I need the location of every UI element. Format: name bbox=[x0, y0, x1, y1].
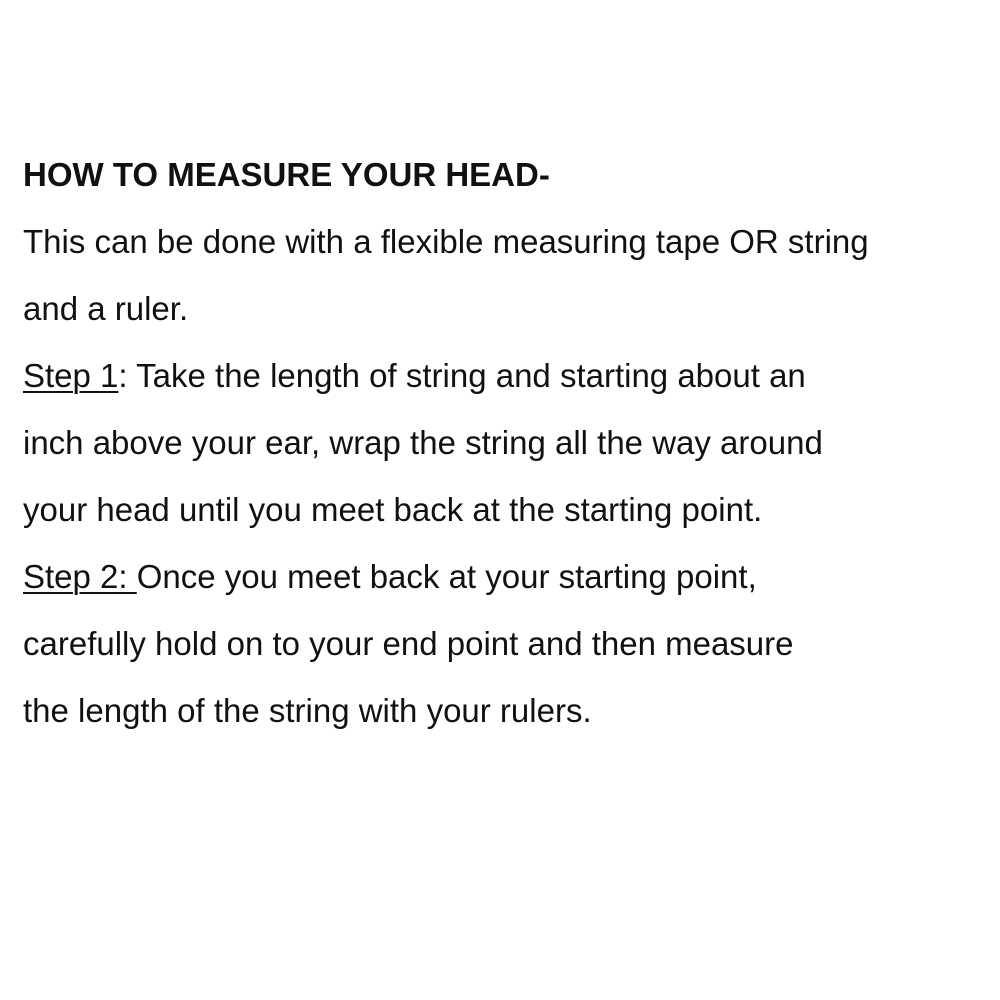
step-2-line-3: the length of the string with your rulers. bbox=[23, 692, 592, 729]
intro-line-2: and a ruler. bbox=[23, 290, 189, 327]
step-1-label: Step 1 bbox=[23, 357, 119, 394]
intro-line-1: This can be done with a flexible measuring tape OR string bbox=[23, 223, 869, 260]
step-1-line-3: your head until you meet back at the starting point. bbox=[23, 491, 763, 528]
step-1-text-1: : Take the length of string and starting about an bbox=[118, 357, 806, 394]
step-1-line-2: inch above your ear, wrap the string all the way around bbox=[23, 424, 823, 461]
step-2-line-2: carefully hold on to your end point and then measure bbox=[23, 625, 794, 662]
step-1-line-1 bbox=[23, 356, 806, 396]
step-2-text-1: Once you meet back at your starting point, bbox=[136, 558, 757, 595]
document-heading: HOW TO MEASURE YOUR HEAD- bbox=[23, 156, 550, 193]
step-2-label: Step 2: bbox=[23, 558, 137, 595]
step-2-line-1 bbox=[23, 557, 757, 597]
